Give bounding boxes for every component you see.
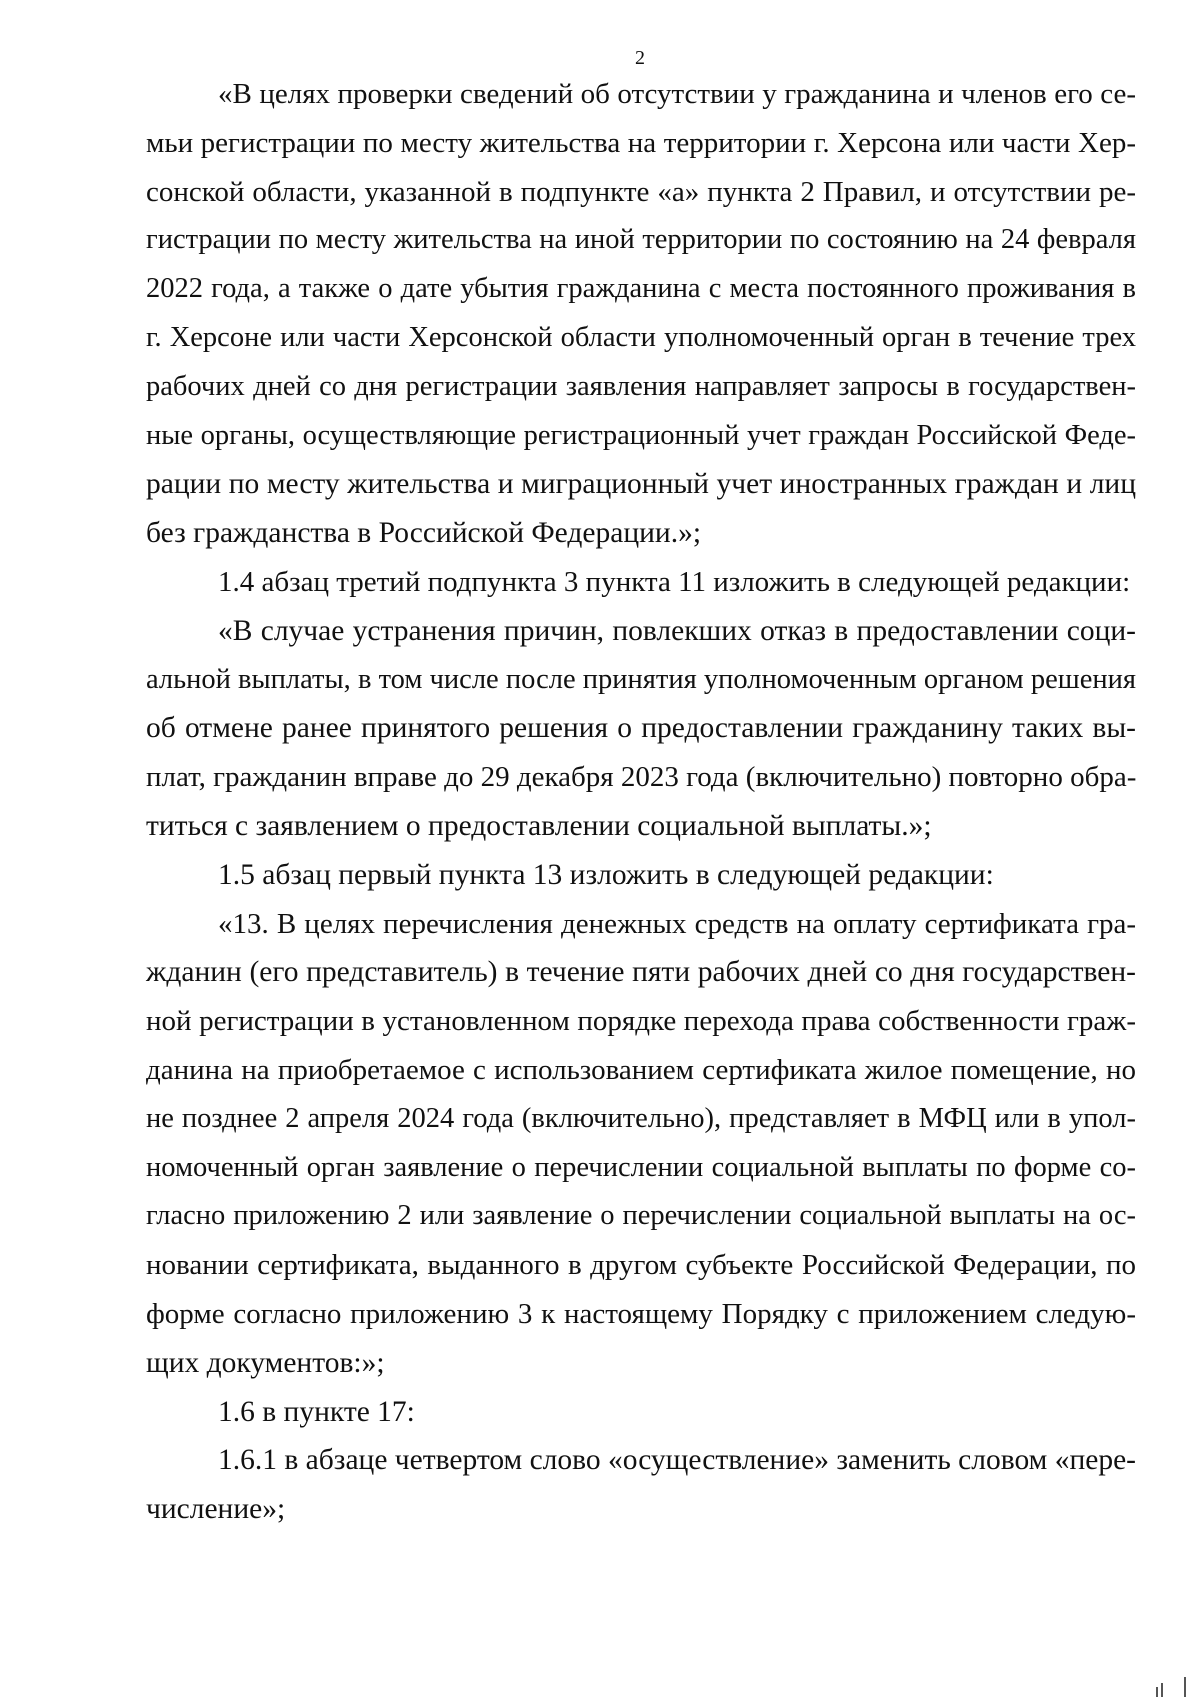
paragraph — [146, 1436, 1136, 1534]
text-line: плат, гражданин вправе до 29 декабря 2023 года (включительно) повторно обра- — [146, 761, 1137, 794]
text-line: рабочих дней со дня регистрации заявления направляет запросы в государствен- — [146, 370, 1136, 402]
text-line: 1.6.1 в абзаце четвертом слово «осуществление» заменить словом «пере- — [218, 1444, 1136, 1477]
text-line: 1.6 в пункте 17: — [218, 1395, 415, 1428]
text-line: форме согласно приложению 3 к настоящему Порядку с приложением следую- — [146, 1297, 1136, 1330]
text-line: об отмене ранее принятого решения о предоставлении гражданину таких вы- — [146, 712, 1136, 745]
scan-edge-marks — [1152, 1675, 1192, 1697]
text-line: числение»; — [146, 1493, 286, 1526]
page-number: 2 — [635, 47, 645, 69]
text-line: ной регистрации в установленном порядке перехода права собственности граж- — [146, 1005, 1136, 1038]
paragraph — [146, 70, 1136, 558]
text-line: мьи регистрации по месту жительства на территории г. Херсона или части Хер- — [146, 126, 1136, 159]
text-line: г. Херсоне или части Херсонской области уполномоченный орган в течение трех — [146, 321, 1136, 353]
paragraph — [146, 851, 1136, 900]
text-line: гласно приложению 2 или заявление о перечислении социальной выплаты на ос- — [146, 1200, 1136, 1232]
text-line: щих документов:»; — [146, 1346, 385, 1379]
paragraph — [146, 1388, 1136, 1437]
text-line: жданин (его представитель) в течение пяти рабочих дней со дня государствен- — [146, 956, 1136, 989]
text-line: «В случае устранения причин, повлекших отказ в предоставлении соци- — [218, 614, 1136, 647]
text-line: 2022 года, а также о дате убытия гражданина с места постоянного проживания в — [146, 273, 1136, 305]
text-line: данина на приобретаемое с использованием сертификата жилое помещение, но — [146, 1053, 1136, 1086]
text-line: «В целях проверки сведений об отсутствии у гражданина и членов его се- — [218, 78, 1136, 110]
text-line: не позднее 2 апреля 2024 года (включительно), представляет в МФЦ или в упол- — [146, 1102, 1136, 1134]
text-line: рации по месту жительства и миграционный учет иностранных граждан и лиц — [146, 468, 1136, 501]
text-line: гистрации по месту жительства на иной территории по состоянию на 24 февраля — [146, 224, 1136, 256]
paragraph — [146, 607, 1136, 851]
text-line: без гражданства в Российской Федерации.»; — [146, 517, 702, 550]
text-line: сонской области, указанной в подпункте «а» пункта 2 Правил, и отсутствии ре- — [146, 175, 1136, 208]
text-line: титься с заявлением о предоставлении социальной выплаты.»; — [146, 809, 932, 842]
text-line: новании сертификата, выданного в другом субъекте Российской Федерации, по — [146, 1249, 1136, 1282]
text-line: ные органы, осуществляющие регистрационный учет граждан Российской Феде- — [146, 419, 1136, 451]
text-line: 1.4 абзац третий подпункта 3 пункта 11 изложить в следующей редакции: — [218, 565, 1131, 598]
text-line: альной выплаты, в том числе после принятия уполномоченным органом решения — [146, 663, 1136, 695]
text-line: 1.5 абзац первый пункта 13 изложить в следующей редакции: — [218, 858, 994, 891]
paragraph — [146, 558, 1136, 607]
text-line: номоченный орган заявление о перечислении социальной выплаты по форме со- — [146, 1151, 1136, 1183]
document-body — [146, 70, 1136, 1534]
paragraph — [146, 900, 1136, 1388]
text-line: «13. В целях перечисления денежных средств на оплату сертификата гра- — [218, 907, 1136, 940]
